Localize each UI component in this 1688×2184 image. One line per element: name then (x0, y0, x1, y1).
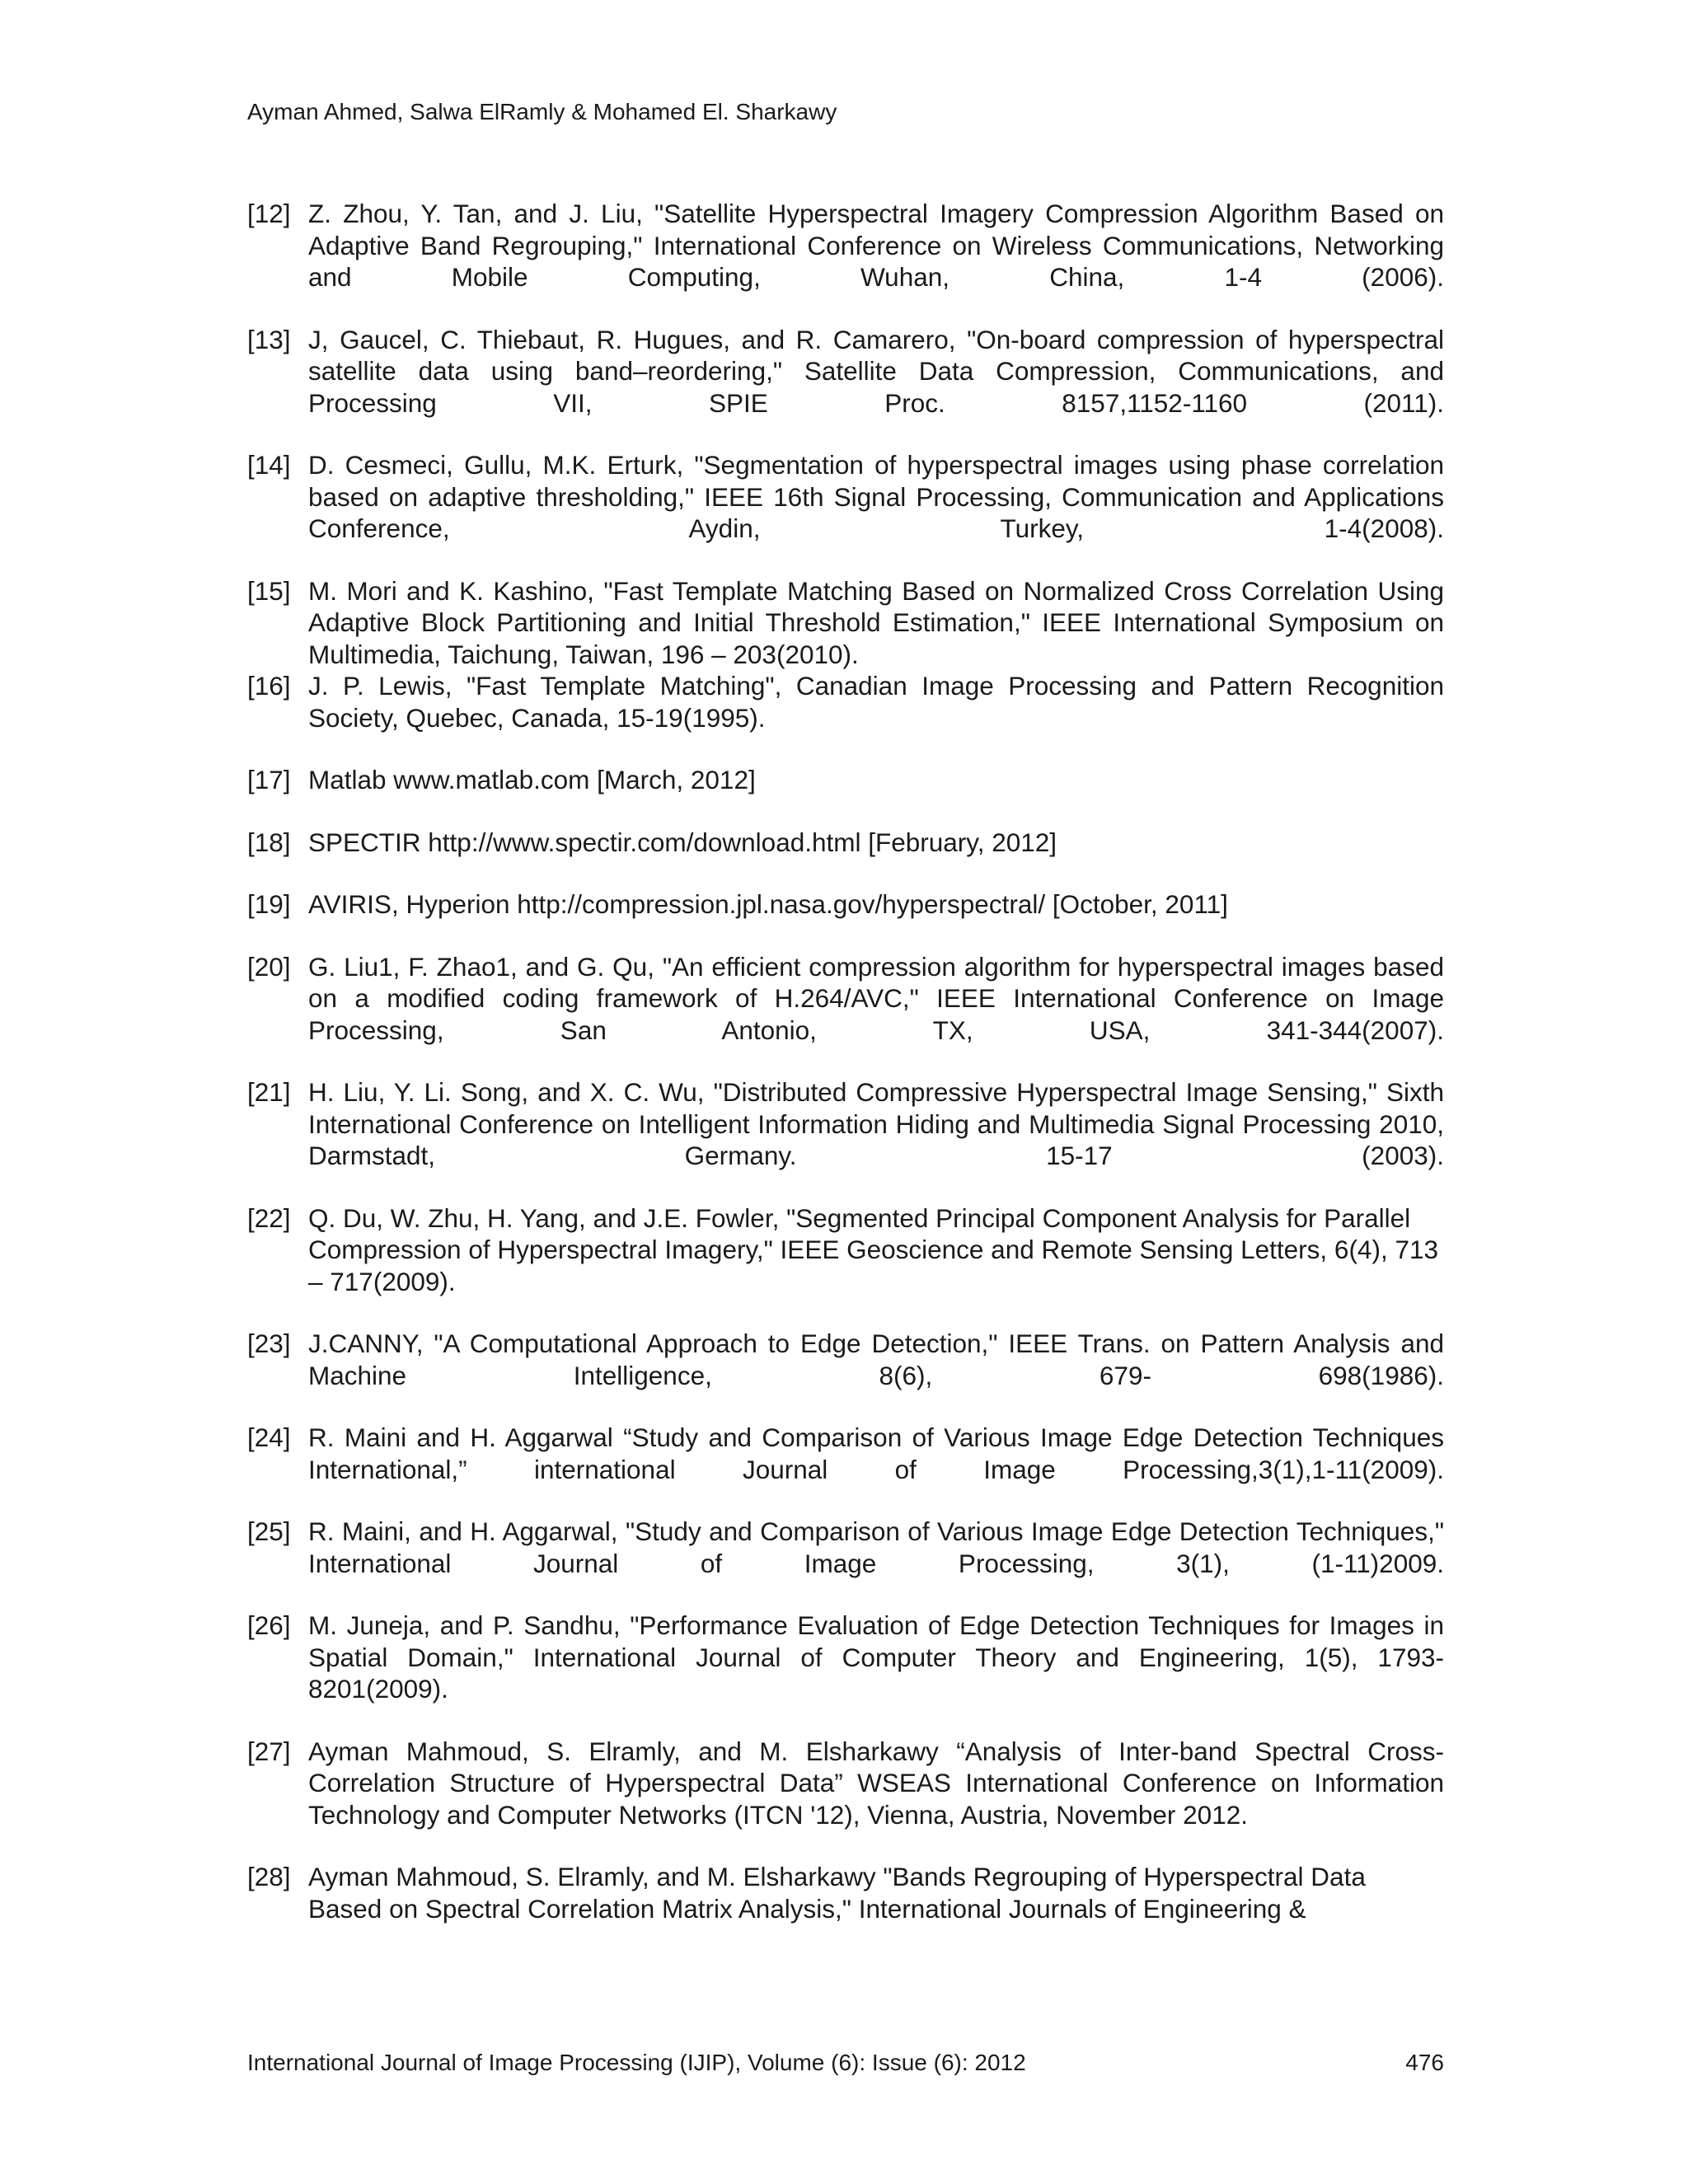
reference-22 (247, 1202, 1444, 1298)
reference-text: D. Cesmeci, Gullu, M.K. Erturk, "Segmentation of hyperspectral images using phase correlation based on adaptive thresholding," IEEE 16th Signal Processing, Communication and Applications Conference, Aydin, Turkey, 1-4(2008). (308, 450, 1444, 543)
reference-13 (247, 324, 1444, 419)
reference-number: [27] (247, 1736, 291, 1766)
reference-number: [13] (247, 324, 291, 354)
page-footer (247, 2048, 1444, 2078)
reference-text: SPECTIR http://www.spectir.com/download.html [February, 2012] (308, 827, 1057, 857)
reference-number: [26] (247, 1610, 291, 1640)
reference-text: G. Liu1, F. Zhao1, and G. Qu, "An efficient compression algorithm for hyperspectral images based on a modified coding framework of H.264/AVC," IEEE International Conference on Image Processing, San Antonio, TX, USA, 341-344(2007). (308, 951, 1444, 1045)
reference-text: M. Mori and K. Kashino, "Fast Template Matching Based on Normalized Cross Correlation Using Adaptive Block Partitioning and Initial Threshold Estimation," IEEE International Symposium on Multimedia, Taichung, Taiwan, 196 – 203(2010). (308, 575, 1444, 669)
reference-27 (247, 1736, 1444, 1831)
reference-19 (247, 888, 1444, 921)
reference-text: J. P. Lewis, "Fast Template Matching", Canadian Image Processing and Pattern Recognition Society, Quebec, Canada, 15-19(1995). (308, 671, 1444, 733)
references-list (247, 198, 1444, 1955)
reference-number: [20] (247, 951, 291, 982)
page-number: 476 (1405, 2050, 1444, 2075)
reference-number: [24] (247, 1422, 291, 1452)
reference-17 (247, 764, 1444, 796)
reference-number: [18] (247, 827, 291, 857)
reference-14 (247, 449, 1444, 545)
reference-16 (247, 670, 1444, 733)
reference-number: [16] (247, 671, 291, 701)
footer-journal-info: International Journal of Image Processing (IJIP), Volume (6): Issue (6): 2012 (247, 2050, 1026, 2075)
reference-text: J, Gaucel, C. Thiebaut, R. Hugues, and R. Camarero, "On-board compression of hyperspectral satellite data using band–reordering," Satellite Data Compression, Communications, and Processing VII, SPIE Proc. 8157,1152-1160 (2011). (308, 324, 1444, 418)
reference-text: Ayman Mahmoud, S. Elramly, and M. Elsharkawy "Bands Regrouping of Hyperspectral Data Based on Spectral Correlation Matrix Analysis," International Journals of Engineering & (308, 1862, 1366, 1924)
reference-text: J.CANNY, "A Computational Approach to Edge Detection," IEEE Trans. on Pattern Analysis and Machine Intelligence, 8(6), 679- 698(1986). (308, 1329, 1444, 1390)
reference-text: R. Maini, and H. Aggarwal, "Study and Comparison of Various Image Edge Detection Techniques," International Journal of Image Processing, 3(1), (1-11)2009. (308, 1516, 1444, 1578)
reference-text: Ayman Mahmoud, S. Elramly, and M. Elsharkawy “Analysis of Inter-band Spectral Cross-Correlation Structure of Hyperspectral Data” WSEAS International Conference on Information Technology and Computer Networks (ITCN '12), Vienna, Austria, November 2012. (308, 1736, 1444, 1830)
reference-number: [14] (247, 450, 291, 480)
reference-15 (247, 575, 1444, 671)
reference-number: [28] (247, 1862, 291, 1891)
reference-number: [23] (247, 1329, 291, 1358)
reference-28 (247, 1861, 1444, 1924)
reference-text: M. Juneja, and P. Sandhu, "Performance Evaluation of Edge Detection Techniques for Images in Spatial Domain," International Journal of Computer Theory and Engineering, 1(5), 1793-8201(2009). (308, 1610, 1444, 1704)
reference-number: [17] (247, 765, 291, 794)
reference-18 (247, 827, 1444, 859)
reference-25 (247, 1516, 1444, 1579)
reference-26 (247, 1610, 1444, 1705)
running-header-authors: Ayman Ahmed, Salwa ElRamly & Mohamed El. Sharkawy (247, 99, 837, 124)
reference-number: [12] (247, 199, 291, 228)
reference-number: [15] (247, 575, 291, 606)
reference-text: Z. Zhou, Y. Tan, and J. Liu, "Satellite Hyperspectral Imagery Compression Algorithm Based on Adaptive Band Regrouping," International Conference on Wireless Communications, Networking and Mobile Computing, Wuhan, China, 1-4 (2006). (308, 199, 1444, 292)
reference-text: Matlab www.matlab.com [March, 2012] (308, 765, 756, 794)
reference-text: Q. Du, W. Zhu, H. Yang, and J.E. Fowler, "Segmented Principal Component Analysis for Parallel Compression of Hyperspectral Imagery," IEEE Geoscience and Remote Sensing Letters, 6(4), 713 – 717(2009). (308, 1202, 1439, 1296)
reference-number: [19] (247, 889, 291, 919)
reference-number: [21] (247, 1077, 291, 1107)
reference-text: H. Liu, Y. Li. Song, and X. C. Wu, "Distributed Compressive Hyperspectral Image Sensing," Sixth International Conference on Intelligent Information Hiding and Multimedia Signal Processing 2010, Darmstadt, Germany. 15-17 (2003). (308, 1077, 1444, 1170)
reference-12 (247, 198, 1444, 293)
reference-number: [22] (247, 1202, 291, 1233)
reference-23 (247, 1328, 1444, 1391)
reference-text: AVIRIS, Hyperion http://compression.jpl.nasa.gov/hyperspectral/ [October, 2011] (308, 889, 1228, 919)
reference-text: R. Maini and H. Aggarwal “Study and Comparison of Various Image Edge Detection Techniques International,” international Journal of Image Processing,3(1),1-11(2009). (308, 1422, 1444, 1484)
reference-21 (247, 1076, 1444, 1172)
reference-number: [25] (247, 1516, 291, 1546)
reference-24 (247, 1422, 1444, 1485)
reference-20 (247, 951, 1444, 1047)
